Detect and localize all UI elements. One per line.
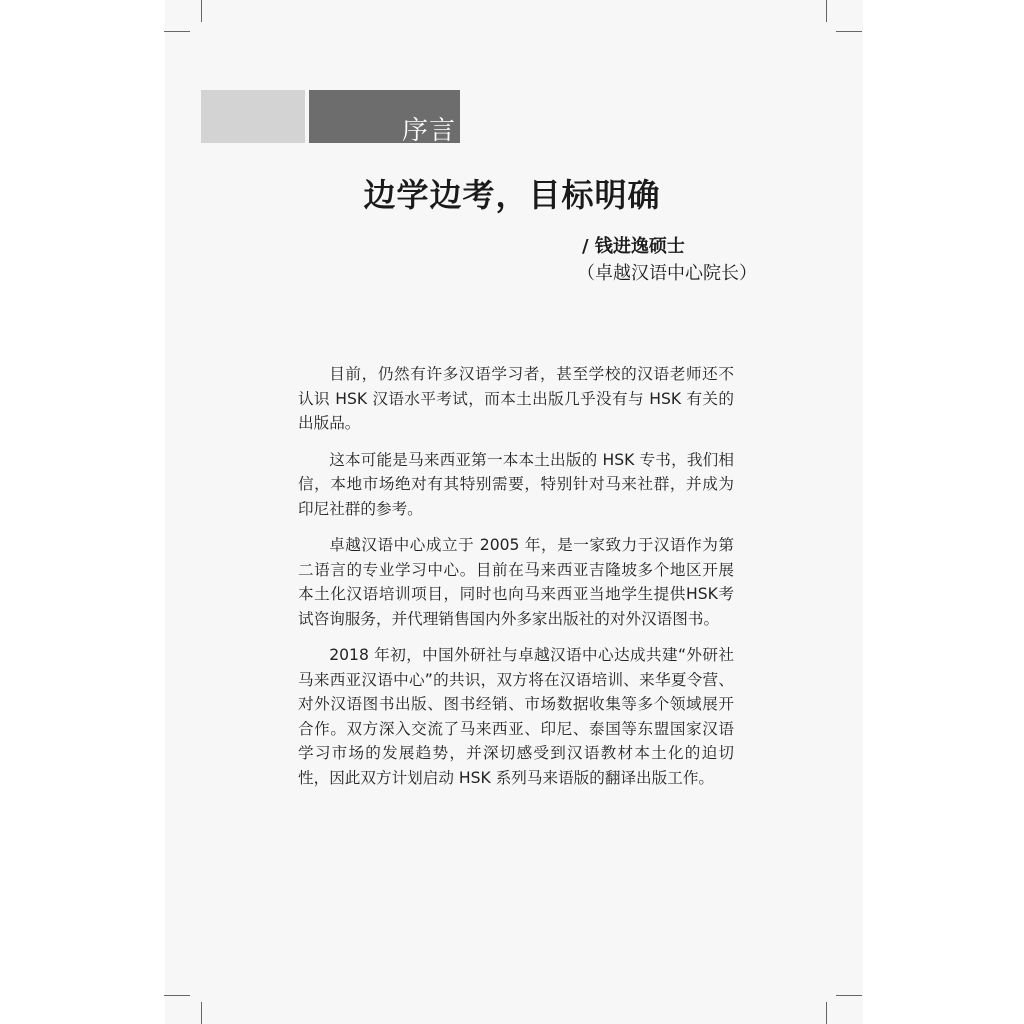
header-tab-decoration bbox=[201, 90, 305, 143]
page-title: 边学边考，目标明确 bbox=[363, 176, 661, 214]
crop-mark bbox=[201, 0, 202, 22]
crop-mark bbox=[164, 995, 190, 996]
paragraph: 目前，仍然有许多汉语学习者，甚至学校的汉语老师还不认识 HSK 汉语水平考试，而本土出版几乎没有与 HSK 有关的出版品。 bbox=[298, 365, 734, 432]
author-position: （卓越汉语中心院长） bbox=[577, 263, 757, 284]
paragraph: 这本可能是马来西亚第一本本土出版的 HSK 专书，我们相信，本地市场绝对有其特别需要，特别针对马来社群，并成为印尼社群的参考。 bbox=[298, 450, 734, 518]
crop-mark bbox=[826, 0, 827, 22]
crop-mark bbox=[164, 31, 190, 32]
crop-mark bbox=[201, 1002, 202, 1024]
body-text bbox=[298, 362, 734, 802]
paragraph: 卓越汉语中心成立于 2005 年，是一家致力于汉语作为第二语言的专业学习中心。目前在马来西亚吉隆坡多个地区开展本土化汉语培训项目，同时也向马来西亚当地学生提供HSK考试咨询服务，并代理销售国内外多家出版社的对外汉语图书。 bbox=[298, 536, 734, 628]
crop-mark bbox=[826, 1002, 827, 1024]
section-header-tab bbox=[309, 90, 460, 146]
crop-mark bbox=[836, 995, 862, 996]
section-label: 序言 bbox=[401, 116, 456, 146]
crop-mark bbox=[836, 31, 862, 32]
paragraph: 2018 年初，中国外研社与卓越汉语中心达成共建“外研社马来西亚汉语中心”的共识，双方将在汉语培训、来华夏令营、对外汉语图书出版、图书经销、市场数据收集等多个领域展开合作。双方深入交流了马来西亚、印尼、泰国等东盟国家汉语学习市场的发展趋势，并深切感受到汉语教材本土化的迫切性，因此双方计划启动 HSK 系列马来语版的翻译出版工作。 bbox=[298, 646, 734, 787]
author-name: / 钱进逸硕士 bbox=[582, 236, 685, 257]
